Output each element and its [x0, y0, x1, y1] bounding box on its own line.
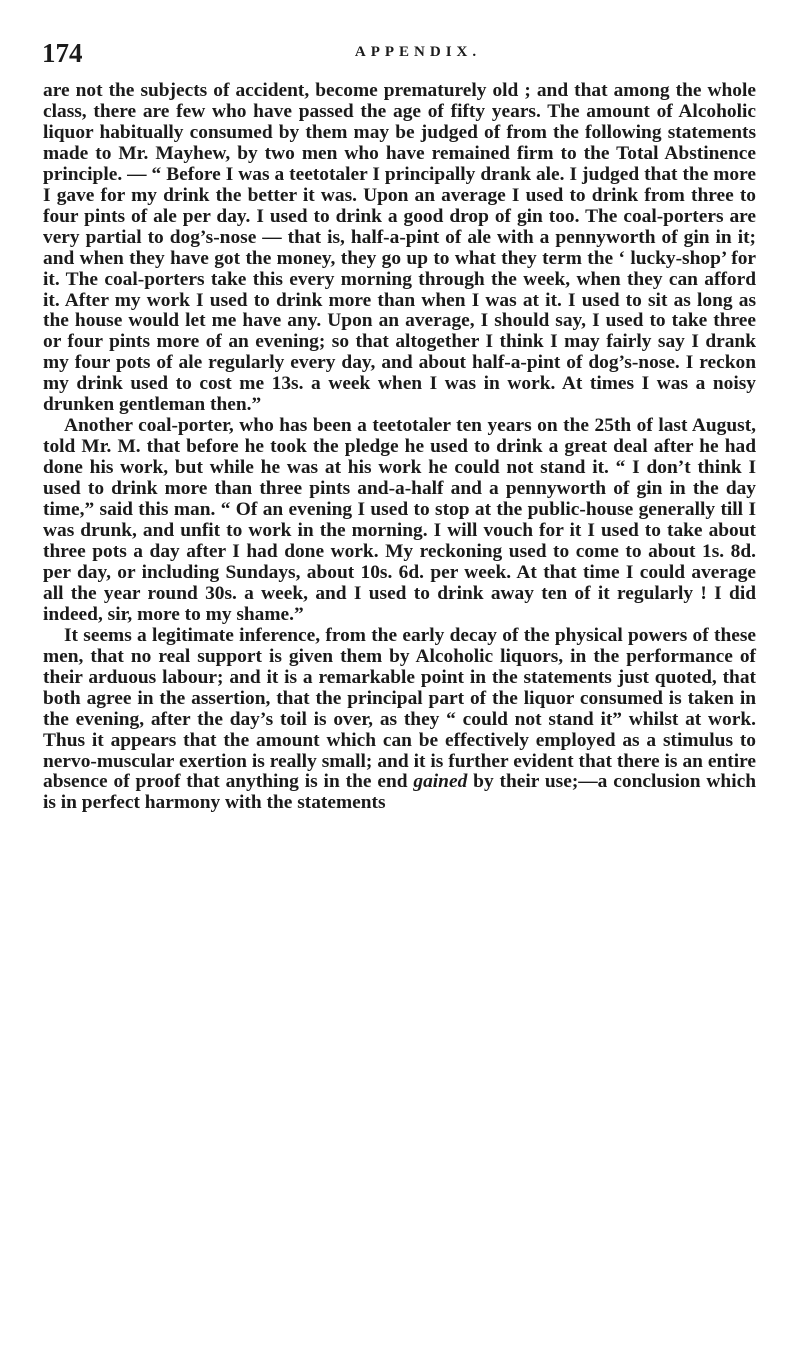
emphasis-gained: gained	[413, 771, 468, 793]
page-header	[24, 38, 776, 78]
paragraph-second-coal-porter: Another coal-porter, who has been a teetotaler ten years on the 25th of last August, told Mr. M. that before he took the pledge he used to drink a great deal after he had done his work, but while he was at his work he could not stand it. “ I don’t think I used to drink more than three pints and-a-half and a pennyworth of gin in the day time,” said this man. “ Of an evening I used to stop at the public-house generally till I was drunk, and unfit to work in the morning. I will vouch for it I used to take about three pots a day after I had done work. My reckoning used to come to about 1s. 8d. per day, or including Sundays, about 10s. 6d. per week. At that time I could average all the year round 30s. a week, and I used to drink away ten of it regularly ! I did indeed, sir, more to my shame.”	[43, 415, 756, 625]
inference-text-after: by their use;—a conclusion which is in perfect harmony with the statements	[43, 771, 756, 814]
paragraph-mayhew-statement: are not the subjects of accident, become prematurely old ; and that among the whole class, there are few who have passed the age of fifty years. The amount of Alcoholic liquor habitually consumed by them may be judged of from the following statements made to Mr. Mayhew, by two men who have remained firm to the Total Abstinence principle. — “ Before I was a teetotaler I principally drank ale. I judged that the more I gave for my drink the better it was. Upon an average I used to drink from three to four pints of ale per day. I used to drink a good drop of gin too. The coal-porters are very partial to dog’s-nose — that is, half-a-pint of ale with a pennyworth of gin in it; and when they have got the money, they go up to what they term the ‘ lucky-shop’ for it. The coal-porters take this every morning through the week, when they can afford it. After my work I used to drink more than when I was at it. I used to sit as long as the house would let me have any. Upon an average, I should say, I used to take three or four pints more of an evening; so that altogether I think I may fairly say I drank my four pots of ale regularly every day, and about half-a-pint of dog’s-nose. I reckon my drink used to cost me 13s. a week when I was in work. At times I was a noisy drunken gentleman then.”	[43, 80, 756, 416]
book-page	[24, 38, 776, 814]
inference-text-before: It seems a legitimate inference, from the early decay of the physical powers of these men, that no real support is given them by Alcoholic liquors, in the performance of their arduous labour; and it is a remarkable point in the statements just quoted, that both agree in the assertion, that the principal part of the liquor consumed is taken in the evening, after the day’s toil is over, as they “ could not stand it” whilst at work. Thus it appears that the amount which can be effectively employed as a stimulus to nervo-muscular exertion is really small; and it is further evident that there is an entire absence of proof that anything is in the end	[43, 624, 756, 793]
body-text	[43, 81, 756, 814]
page-number: 174	[42, 38, 83, 68]
paragraph-inference	[43, 626, 756, 815]
running-head: APPENDIX.	[354, 44, 482, 60]
